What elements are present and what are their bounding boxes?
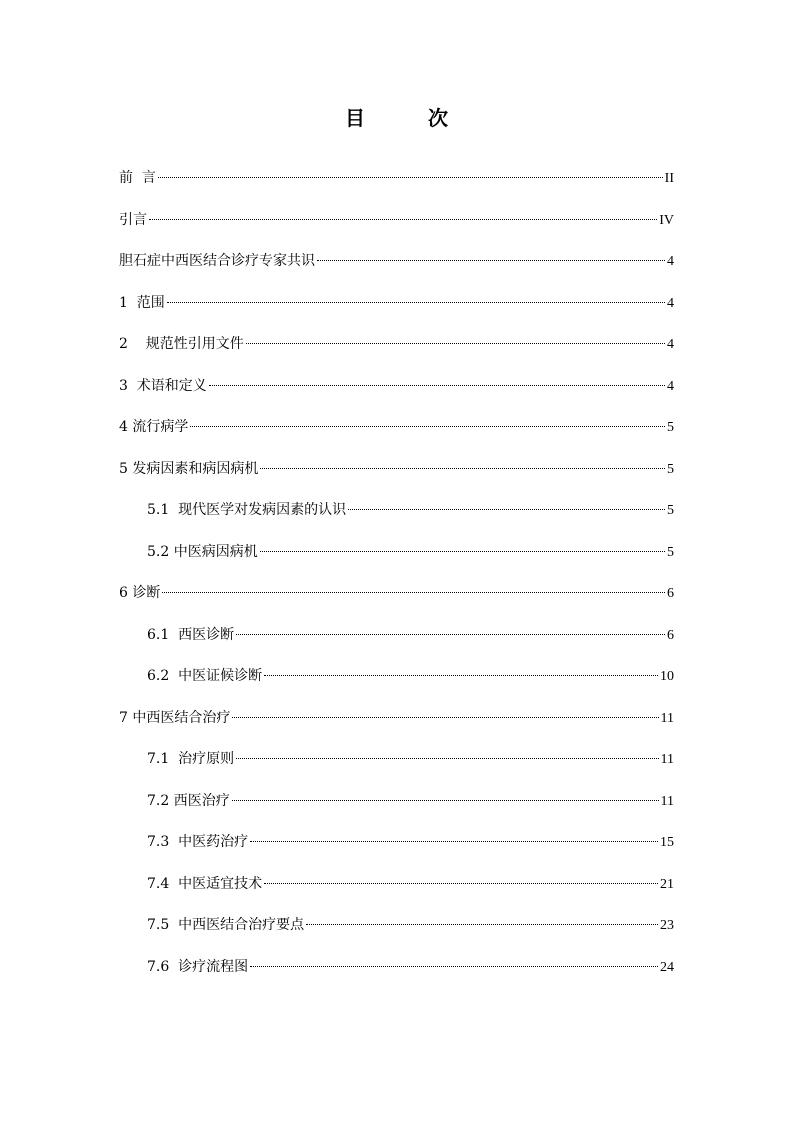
toc-entry-page-number: 21 bbox=[660, 876, 674, 892]
toc-entry[interactable] bbox=[119, 666, 674, 708]
toc-entry-label: 4 流行病学 bbox=[119, 419, 189, 435]
toc-entry-page-number: IV bbox=[659, 212, 674, 228]
dot-leader bbox=[158, 177, 663, 178]
dot-leader bbox=[264, 883, 658, 884]
toc-entry[interactable] bbox=[119, 459, 674, 501]
dot-leader bbox=[149, 219, 657, 220]
toc-entry[interactable] bbox=[119, 293, 674, 335]
toc-entry-page-number: 4 bbox=[667, 378, 674, 394]
toc-entry[interactable] bbox=[119, 915, 674, 957]
toc-entry[interactable] bbox=[119, 500, 674, 542]
toc-entry-label: 5 发病因素和病因病机 bbox=[119, 460, 259, 477]
toc-entry-label: 2 规范性引用文件 bbox=[119, 336, 244, 352]
toc-entry-label: 7.4 中医适宜技术 bbox=[147, 875, 263, 892]
dot-leader bbox=[167, 302, 665, 303]
toc-entry-label: 1 范围 bbox=[119, 294, 165, 311]
toc-entry-page-number: 15 bbox=[660, 835, 674, 850]
dot-leader bbox=[232, 800, 659, 801]
toc-entry-page-number: 6 bbox=[667, 586, 674, 601]
dot-leader bbox=[209, 385, 665, 386]
toc-entry-label: 5.2 中医病因病机 bbox=[147, 543, 258, 560]
toc-entry-page-number: 11 bbox=[660, 710, 674, 726]
toc-entry-label: 引言 bbox=[119, 211, 147, 228]
toc-entry-page-number: 5 bbox=[667, 461, 674, 477]
toc-entry[interactable] bbox=[119, 874, 674, 916]
dot-leader bbox=[348, 509, 665, 510]
dot-leader bbox=[236, 758, 658, 759]
toc-entry[interactable] bbox=[119, 210, 674, 252]
toc-entry-label: 3 术语和定义 bbox=[119, 377, 207, 394]
toc-title: 目 次 bbox=[345, 106, 476, 130]
toc-entry-page-number: 6 bbox=[667, 627, 674, 643]
dot-leader bbox=[317, 260, 665, 261]
toc-entry-label: 7.6 诊疗流程图 bbox=[147, 958, 249, 975]
toc-entry-label: 6.1 西医诊断 bbox=[147, 626, 235, 643]
table-of-contents bbox=[119, 168, 674, 998]
toc-entry-page-number: 11 bbox=[660, 752, 674, 767]
toc-entry[interactable] bbox=[119, 791, 674, 833]
toc-entry-page-number: II bbox=[664, 171, 674, 186]
toc-entry[interactable] bbox=[119, 957, 674, 999]
toc-entry-label: 5.1 现代医学对发病因素的认识 bbox=[147, 502, 347, 518]
toc-entry-page-number: 5 bbox=[667, 420, 674, 435]
toc-entry-page-number: 5 bbox=[667, 544, 674, 560]
dot-leader bbox=[190, 426, 665, 427]
toc-entry[interactable] bbox=[119, 832, 674, 874]
toc-entry-label: 胆石症中西医结合诊疗专家共识 bbox=[119, 253, 315, 269]
toc-entry-page-number: 5 bbox=[667, 503, 674, 518]
dot-leader bbox=[232, 717, 658, 718]
toc-entry[interactable] bbox=[119, 251, 674, 293]
dot-leader bbox=[264, 675, 658, 676]
dot-leader bbox=[250, 841, 658, 842]
toc-entry-label: 6.2 中医证候诊断 bbox=[147, 668, 263, 684]
toc-entry[interactable] bbox=[119, 542, 674, 584]
toc-entry-label: 7.1 治疗原则 bbox=[147, 751, 235, 767]
toc-entry[interactable] bbox=[119, 749, 674, 791]
toc-entry-page-number: 11 bbox=[660, 793, 674, 809]
toc-entry[interactable] bbox=[119, 334, 674, 376]
dot-leader bbox=[260, 468, 665, 469]
toc-entry-label: 7.2 西医治疗 bbox=[147, 792, 230, 809]
toc-entry[interactable] bbox=[119, 168, 674, 210]
dot-leader bbox=[246, 343, 665, 344]
dot-leader bbox=[306, 924, 658, 925]
toc-entry[interactable] bbox=[119, 583, 674, 625]
dot-leader bbox=[236, 634, 665, 635]
toc-entry[interactable] bbox=[119, 708, 674, 750]
toc-entry-page-number: 4 bbox=[667, 337, 674, 352]
toc-entry[interactable] bbox=[119, 625, 674, 667]
toc-entry-label: 7.5 中西医结合治疗要点 bbox=[147, 917, 305, 933]
toc-entry-page-number: 23 bbox=[660, 918, 674, 933]
toc-entry-page-number: 4 bbox=[667, 295, 674, 311]
dot-leader bbox=[260, 551, 665, 552]
toc-entry-label: 7 中西医结合治疗 bbox=[119, 709, 231, 726]
toc-entry-label: 7.3 中医药治疗 bbox=[147, 834, 249, 850]
toc-entry-page-number: 10 bbox=[660, 669, 674, 684]
toc-entry[interactable] bbox=[119, 376, 674, 418]
toc-entry-label: 6 诊断 bbox=[119, 585, 161, 601]
dot-leader bbox=[250, 966, 658, 967]
toc-entry[interactable] bbox=[119, 417, 674, 459]
toc-entry-label: 前 言 bbox=[119, 170, 156, 186]
dot-leader bbox=[162, 592, 665, 593]
toc-entry-page-number: 24 bbox=[660, 959, 674, 975]
toc-entry-page-number: 4 bbox=[667, 254, 674, 269]
